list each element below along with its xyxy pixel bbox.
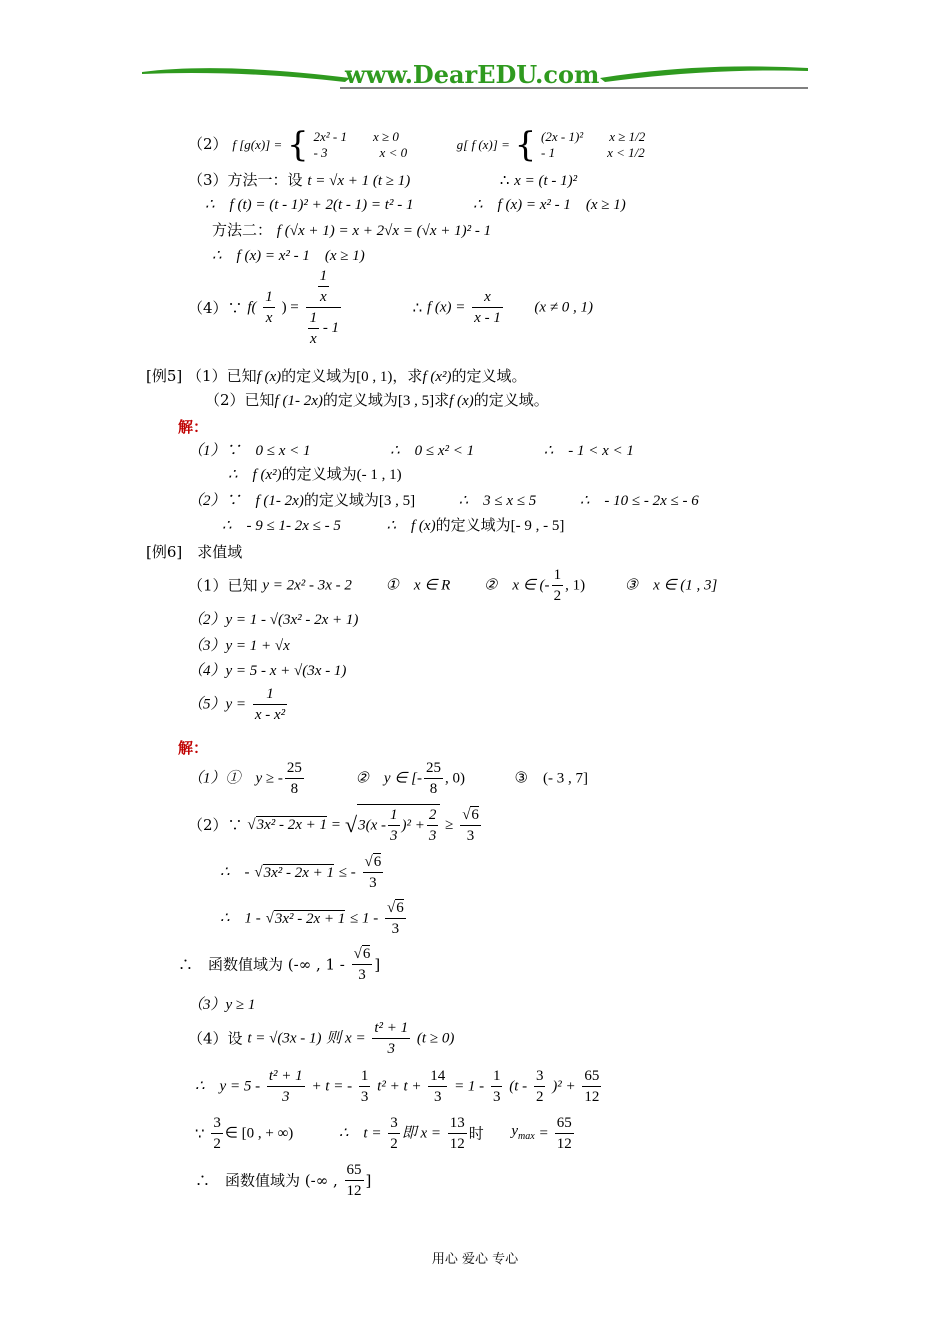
fraction: $\frac{1}{3}$ xyxy=(492,1068,501,1105)
sol6-b3: （3）y ≥ 1 xyxy=(188,997,256,1013)
text: （2）∵ xyxy=(188,816,243,834)
ex6-q4: （4）y = 5 - x + √(3x - 1) xyxy=(188,663,347,679)
ex6-q5 xyxy=(188,684,289,725)
fraction: $\frac{14}{3}$ xyxy=(430,1068,446,1105)
footer-text: 用心 爱心 专心 xyxy=(431,1252,519,1267)
expr: f (√x + 1) = x + 2√x = (√x + 1)² - 1 xyxy=(276,223,492,239)
title: [例5] xyxy=(146,367,183,385)
math: （1）① y ≥ - xyxy=(188,770,283,787)
fraction: $\frac{65}{12}$ xyxy=(346,1162,362,1199)
math: ∴ - 9 ≤ 1- 2x ≤ - 5 xyxy=(222,518,341,534)
expr: ∴ f (x) = x² - 1 (x ≥ 1) xyxy=(212,248,365,264)
sol5-line4 xyxy=(222,515,564,536)
math: ② x ∈ (- xyxy=(483,577,550,594)
therefore: ∴ xyxy=(499,171,510,189)
fraction: $\frac{√6}{3}$ xyxy=(364,854,382,891)
header-banner xyxy=(140,60,810,92)
fraction: $\frac{√6}{3}$ xyxy=(462,806,479,844)
text: 的定义域为 xyxy=(322,391,398,409)
solution-label: 解： xyxy=(178,418,209,436)
math: y = 2x² - 3x - 2 xyxy=(262,577,352,594)
text: （1）已知 xyxy=(187,367,257,385)
line-4 xyxy=(188,266,593,349)
brace-icon: { xyxy=(287,125,309,165)
expr: ∴ f (t) = (t - 1)² + 2(t - 1) = t² - 1 xyxy=(205,197,414,213)
sol6-line1 xyxy=(188,758,588,799)
sol6-line2: （2）∵ √3x² - 2x + 1 = √3(x - $\frac{1}{3}$ )² + $\frac{2}{3}$ ≥ $\frac{√6}{3}$ xyxy=(188,804,483,846)
math: ∴ 0 ≤ x² < 1 xyxy=(390,443,475,459)
math: ③ x ∈ (1 , 3] xyxy=(624,577,718,594)
math: （2）∵ f (1- 2x) xyxy=(188,493,304,509)
text: 的定义域。 xyxy=(473,391,549,409)
ex6-title: [例6] 求值域 xyxy=(146,543,243,561)
ex5-line1 xyxy=(146,366,527,387)
math: , 0) xyxy=(444,770,465,787)
math: [3 , 5] xyxy=(378,493,416,509)
sol6-line4: ∴ 1 - √3x² - 2x + 1 ≤ 1 - $\frac{√6}{3}$ xyxy=(220,900,404,937)
solution-label: 解： xyxy=(178,739,209,757)
line-2 xyxy=(188,125,646,165)
math: ∴ - 1 < x < 1 xyxy=(543,443,634,459)
fraction: $\frac{65}{12}$ xyxy=(556,1115,572,1152)
line-3c xyxy=(212,220,491,241)
ex5-line2 xyxy=(205,390,549,411)
math: （1）∵ 0 ≤ x < 1 xyxy=(188,443,311,459)
math: [- 9 , - 5] xyxy=(510,518,565,534)
fraction: $\frac{13}{12}$ xyxy=(449,1115,465,1152)
math: ∴ f (x) xyxy=(386,518,436,534)
math: (- 1 , 1) xyxy=(356,467,402,483)
text: 的定义域为 xyxy=(303,491,379,509)
ex6-q3: （3）y = 1 + √x xyxy=(188,638,290,654)
label: （3）方法一：设 xyxy=(188,171,303,189)
expr2: ∴ f (x) = x² - 1 (x ≥ 1) xyxy=(473,197,626,213)
fraction: $\frac{1}{x}$ xyxy=(265,289,273,326)
therefore: ∴ xyxy=(412,298,423,317)
fraction: $\frac{√6}{3}$ xyxy=(387,900,404,937)
label: 方法二： xyxy=(212,221,273,239)
fraction: $\frac{1}{\text{x - x²}}$ xyxy=(254,686,286,723)
eq: ) = xyxy=(281,299,299,316)
site-name: www.DearEDU.com xyxy=(345,60,600,89)
math: [0 , 1) xyxy=(356,369,393,385)
fraction: $\frac{3}{2}$ xyxy=(390,1115,398,1152)
sol6-b4: （4）设 t = √(3x - 1) 则 x = $\frac{\text{t² + 1}}{3}$ (t ≥ 0) xyxy=(188,1020,455,1057)
ex6-q1 xyxy=(188,565,717,606)
cond: (x ≠ 0 , 1) xyxy=(534,299,594,316)
text: 的定义域为 xyxy=(435,516,511,534)
sol6-c1: ∴ y = 5 - $\frac{\text{t² + 1}}{3}$ + t = - $\frac{1}{3}$ t² + t + $\frac{14}{3}$ = 1 - $\frac{1}{3}$ (t - $\frac{3}{2}$ )² + $\frac{65}{12}$ xyxy=(195,1068,600,1105)
cases-gf: (2x - 1)² x ≥ 1/2 - 1 x < 1/2 xyxy=(541,129,646,160)
text: （2）已知 xyxy=(205,391,275,409)
brace-icon: { xyxy=(514,125,537,165)
text: （1）已知 xyxy=(188,576,258,595)
ex6-q2: （2）y = 1 - √(3x² - 2x + 1) xyxy=(188,612,359,628)
math: ∴ - 10 ≤ - 2x ≤ - 6 xyxy=(579,493,699,509)
math: f (x²) xyxy=(422,369,452,385)
fraction: $\frac{\text{t² + 1}}{3}$ xyxy=(268,1068,303,1105)
sol6-line5: ∴ 函数值域为 (-∞ , 1 - $\frac{√6}{3}$ ] xyxy=(178,946,381,983)
text: 的定义域为 xyxy=(281,367,357,385)
sqrt-expr: 3x² - 2x + 1 xyxy=(256,817,327,833)
cases-fg: 2x² - 1 x ≥ 0 - 3 x < 0 xyxy=(313,129,408,160)
math: f (x) xyxy=(256,369,282,385)
math: f (x) xyxy=(449,393,474,409)
fraction: $\frac{65}{12}$ xyxy=(584,1068,600,1105)
sol6-line3: ∴ - √3x² - 2x + 1 ≤ - $\frac{√6}{3}$ xyxy=(220,854,382,891)
g-f: g[ f (x)] = xyxy=(456,137,510,152)
expr: t = √x + 1 (t ≥ 1) xyxy=(307,173,411,189)
text: 求 xyxy=(434,391,450,409)
math: ① x ∈ R xyxy=(385,577,451,594)
sol5-line3 xyxy=(188,490,699,511)
fraction: $\frac{1}{3}$ xyxy=(360,1068,369,1105)
sol6-c2: ∵ $\frac{3}{2}$ ∈ [0 , + ∞) ∴ t = $\frac{3}{2}$ 即 x = $\frac{13}{12}$ 时 $y_{max}$ = $\frac{65}{12}$ xyxy=(195,1115,572,1152)
math: （5）y = xyxy=(188,696,247,713)
label: （2） xyxy=(188,135,228,153)
f: f( xyxy=(247,299,257,316)
fraction: $\frac{3}{2}$ xyxy=(213,1115,221,1152)
math: f (1- 2x) xyxy=(274,393,323,409)
sol5-line2 xyxy=(228,464,402,485)
fraction: $\frac{3}{2}$ xyxy=(535,1068,544,1105)
fraction: $\frac{\text{t² + 1}}{3}$ xyxy=(374,1020,409,1057)
math: ∴ 3 ≤ x ≤ 5 xyxy=(458,493,537,509)
math: ③ (- 3 , 7] xyxy=(514,770,588,787)
sol5-line1 xyxy=(188,440,634,461)
text: 的定义域为 xyxy=(281,465,357,483)
fx: f (x) = xyxy=(426,299,466,316)
fraction: $\frac{25}{8}$ xyxy=(286,760,302,797)
fraction: $\frac{√6}{3}$ xyxy=(353,946,371,983)
line-3d xyxy=(212,245,365,266)
math: ② y ∈ [- xyxy=(355,770,422,787)
f-g: f [g(x)] = xyxy=(232,137,283,152)
expr2: x = (t - 1)² xyxy=(514,173,578,189)
label: （4）∵ xyxy=(188,298,243,317)
line-3a xyxy=(188,170,577,191)
line-3b xyxy=(205,194,626,215)
sol6-c3: ∴ 函数值域为 (-∞ , $\frac{65}{12}$ ] xyxy=(195,1162,372,1199)
text: 的定义域。 xyxy=(451,367,527,385)
fraction: $\frac{1}{2}$ xyxy=(553,567,562,604)
math: [3 , 5] xyxy=(397,393,435,409)
fraction-complex: $\frac{1}{x}$ $\frac{1}{x}$ - 1 xyxy=(306,266,342,349)
fraction: $\frac{25}{8}$ xyxy=(425,760,441,797)
sqrt-big: 3(x - $\frac{1}{3}$ )² + $\frac{2}{3}$ xyxy=(357,804,440,846)
text: ，求 xyxy=(392,367,423,385)
eq: = xyxy=(331,817,341,833)
math: ∴ f (x²) xyxy=(228,467,282,483)
fraction: $\frac{x}{x - 1}$ xyxy=(474,289,501,326)
math: , 1) xyxy=(565,577,586,594)
